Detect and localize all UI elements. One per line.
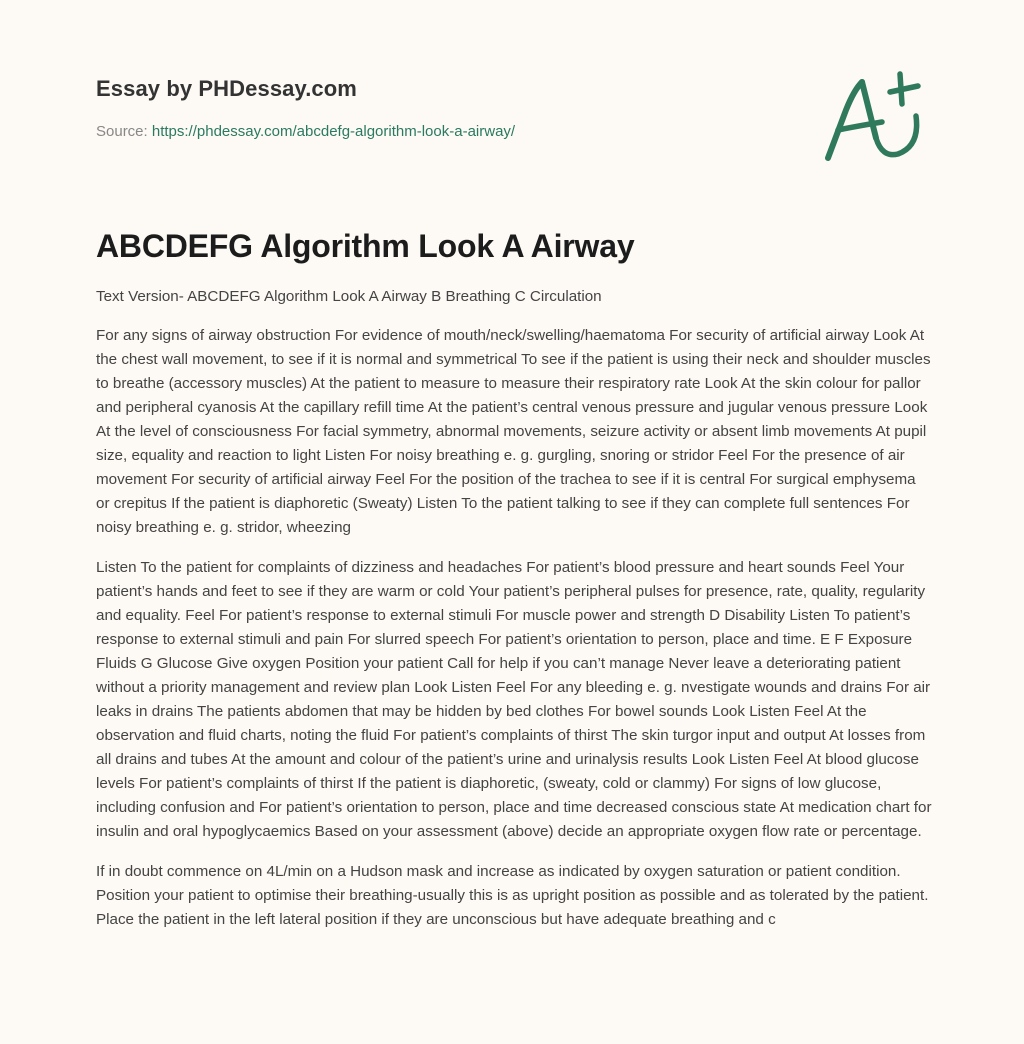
- article-paragraph: If in doubt commence on 4L/min on a Hudson mask and increase as indicated by oxygen saturation or patient condition. Position your patient to optimise their breathing-usually this is as upright position as possible and as tolerated by the patient. Place the patient in the left lateral position if they are unconscious but have adequate breathing and c: [96, 863, 929, 928]
- site-title: Essay by PHDessay.com: [96, 76, 357, 101]
- page-header: [96, 72, 796, 143]
- article-paragraph: Listen To the patient for complaints of dizziness and headaches For patient’s blood pressure and heart sounds Feel Your patient’s hands and feet to see if they are warm or cold Your patient’s peripheral pulses for presence, rate, quality, regularity and equality. Feel For patient’s response to external stimuli For muscle power and strength D Disability Listen To patient’s response to external stimuli and pain For slurred speech For patient’s orientation to person, place and time. E F Exposure Fluids G Glucose Give oxygen Position your patient Call for help if you can’t manage Never leave a deteriorating patient without a priority management and review plan Look Listen Feel For any bleeding e. g. nvestigate wounds and drains For air leaks in drains The patients abdomen that may be hidden by bed clothes For bowel sounds Look Listen Feel At the observation and fluid charts, noting the fluid For patient’s complaints of thirst The skin turgor input and output At losses from all drains and tubes At the amount and colour of the patient’s urine and urinalysis results Look Listen Feel At blood glucose levels For patient’s complaints of thirst If the patient is diaphoretic, (sweaty, cold or clammy) For signs of low glucose, including confusion and For patient’s orientation to person, place and time decreased conscious state At medication chart for insulin and oral hypoglycaemics Based on your assessment (above) decide an appropriate oxygen flow rate or percentage.: [96, 559, 932, 840]
- a-plus-grade-icon: [818, 66, 930, 166]
- article-paragraph: For any signs of airway obstruction For evidence of mouth/neck/swelling/haematoma For security of artificial airway Look At the chest wall movement, to see if it is normal and symmetrical To see if the patient is using their neck and shoulder muscles to breathe (accessory muscles) At the patient to measure to measure their respiratory rate Look At the skin colour for pallor and peripheral cyanosis At the capillary refill time At the patient’s central venous pressure and jugular venous pressure Look At the level of consciousness For facial symmetry, abnormal movements, seizure activity or absent limb movements At pupil size, equality and reaction to light Listen For noisy breathing e. g. gurgling, snoring or stridor Feel For the presence of air movement For security of artificial airway Feel For the position of the trachea to see if it is central For surgical emphysema or crepitus If the patient is diaphoretic (Sweaty) Listen To the patient talking to see if they can complete full sentences For noisy breathing e. g. stridor, wheezing: [96, 327, 931, 536]
- article-subtitle: Text Version- ABCDEFG Algorithm Look A Airway B Breathing C Circulation: [96, 288, 602, 305]
- source-line: [96, 121, 796, 143]
- article-body: [96, 285, 932, 948]
- article-title: ABCDEFG Algorithm Look A Airway: [96, 228, 635, 264]
- source-label: Source:: [96, 123, 148, 140]
- source-link[interactable]: https://phdessay.com/abcdefg-algorithm-look-a-airway/: [151, 123, 516, 140]
